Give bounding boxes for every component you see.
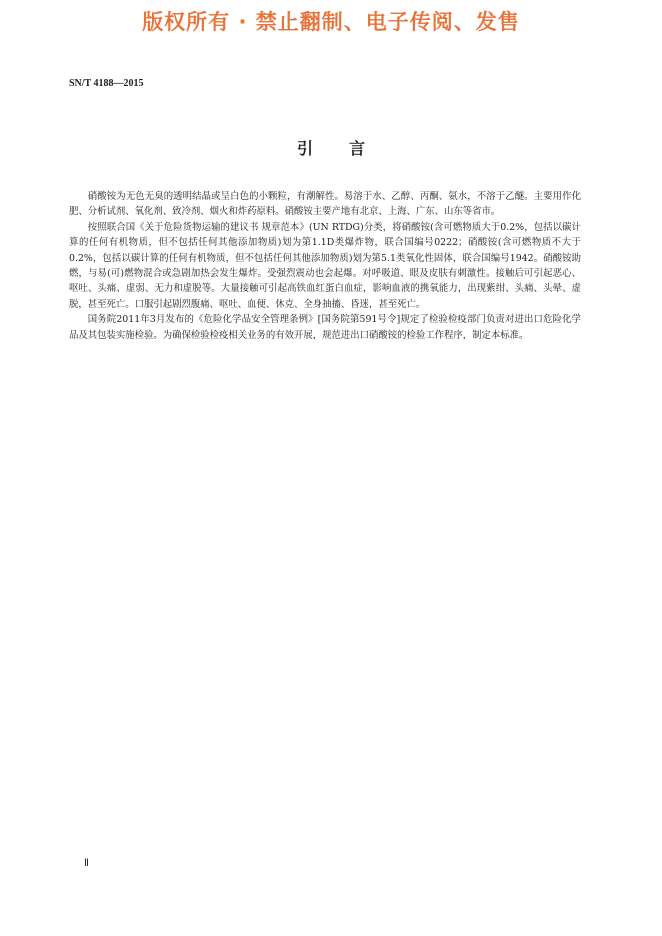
copyright-watermark: 版权所有 · 禁止翻制、电子传阅、发售 bbox=[142, 10, 520, 34]
section-title: 引言 bbox=[296, 139, 401, 158]
introduction-body bbox=[69, 189, 581, 343]
paragraph-classification: 按照联合国《关于危险货物运输的建议书 规章范本》(UN RTDG)分类，将硝酸铵(含可燃物质大于0.2%，包括以碳计算的任何有机物质，但不包括任何其他添加物质)划为第1.1D类爆炸物，联合国编号0222；硝酸铵(含可燃物质不大于0.2%，包括以碳计算的任何有机物质，但不包括任何其他添加物质)划为第5.1类氧化性固体，联合国编号1942。硝酸铵助燃，与易(可)燃物混合或急剧加热会发生爆炸。受强烈震动也会起爆。对呼吸道、眼及皮肤有刺激性。接触后可引起恶心、呕吐、头痛、虚弱、无力和虚脱等。大量接触可引起高铁血红蛋白血症，影响血液的携氧能力，出现紫绀、头痛、头晕、虚脱，甚至死亡。口服引起剧烈腹痛、呕吐、血便、休克、全身抽搐、昏迷，甚至死亡。 bbox=[69, 221, 581, 310]
standard-number: SN/T 4188—2015 bbox=[69, 78, 144, 89]
paragraph-properties: 硝酸铵为无色无臭的透明结晶或呈白色的小颗粒，有潮解性。易溶于水、乙醇、丙酮、氨水，不溶于乙醚。主要用作化肥、分析试剂、氧化剂、致冷剂、烟火和炸药原料。硝酸铵主要产地有北京、上海、广东、山东等省市。 bbox=[69, 191, 581, 218]
page-number: Ⅱ bbox=[84, 858, 89, 869]
paragraph-regulation: 国务院2011年3月发布的《危险化学品安全管理条例》[国务院第591号令]规定了检验检疫部门负责对进出口危险化学品及其包装实施检验。为确保检验检疫相关业务的有效开展，规范进出口硝酸铵的检验工作程序，制定本标准。 bbox=[69, 314, 581, 341]
